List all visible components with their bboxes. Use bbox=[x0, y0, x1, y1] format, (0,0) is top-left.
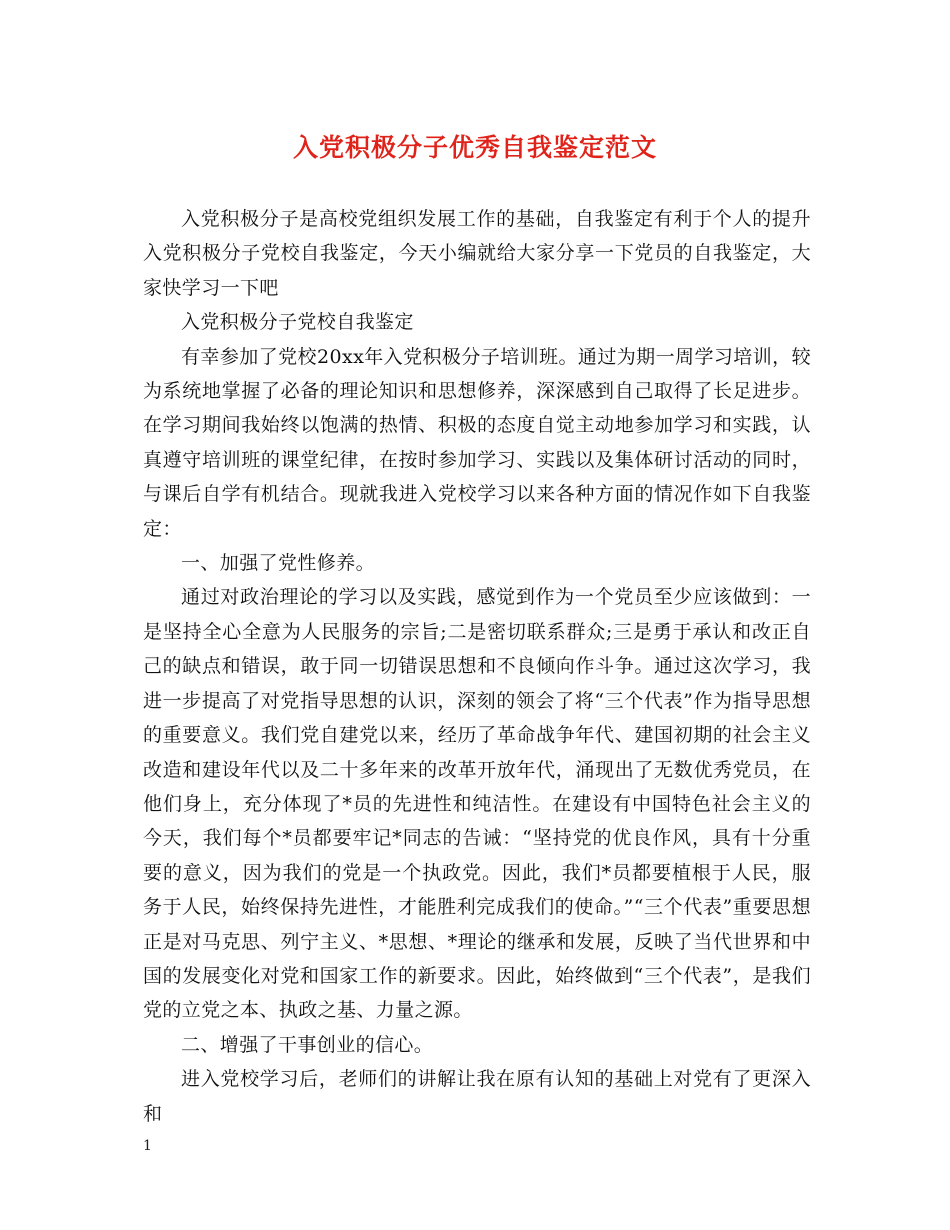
paragraph-intro: 入党积极分子是高校党组织发展工作的基础，自我鉴定有利于个人的提升入党积极分子党校自我鉴定，今天小编就给大家分享一下党员的自我鉴定，大家快学习一下吧 bbox=[143, 208, 811, 299]
section-heading-2: 二、增强了干事创业的信心。 bbox=[181, 1033, 434, 1056]
document-body bbox=[143, 202, 811, 1131]
paragraph-party-spirit: 通过对政治理论的学习以及实践，感觉到作为一个党员至少应该做到：一是坚持全心全意为人民服务的宗旨;二是密切联系群众;三是勇于承认和改正自己的缺点和错误，敢于同一切错误思想和不良倾向作斗争。通过这次学习，我进一步提高了对党指导思想的认识，深刻的领会了将“三个代表”作为指导思想的重要意义。我们党自建党以来，经历了革命战争年代、建国初期的社会主义改造和建设年代以及二十多年来的改革开放年代，涌现出了无数优秀党员，在他们身上，充分体现了*员的先进性和纯洁性。在建设有中国特色社会主义的今天，我们每个*员都要牢记*同志的告诫：“坚持党的优良作风，具有十分重要的意义，因为我们的党是一个执政党。因此，我们*员都要植根于人民，服务于人民，始终保持先进性，才能胜利完成我们的使命。”“三个代表”重要思想正是对马克思、列宁主义、*思想、*理论的继承和发展，反映了当代世界和中国的发展变化对党和国家工作的新要求。因此，始终做到“三个代表”，是我们党的立党之本、执政之基、力量之源。 bbox=[143, 586, 811, 1022]
page-number: 1 bbox=[143, 1138, 152, 1154]
paragraph-training: 有幸参加了党校20xx年入党积极分子培训班。通过为期一周学习培训，较为系统地掌握了必备的理论知识和思想修养，深深感到自己取得了长足进步。在学习期间我始终以饱满的热情、积极的态度自觉主动地参加学习和实践，认真遵守培训班的课堂纪律，在按时参加学习、实践以及集体研讨活动的同时，与课后自学有机结合。现就我进入党校学习以来各种方面的情况作如下自我鉴定： bbox=[143, 345, 811, 540]
paragraph-subheading: 入党积极分子党校自我鉴定 bbox=[181, 311, 414, 334]
paragraph-confidence: 进入党校学习后，老师们的讲解让我在原有认知的基础上对党有了更深入和 bbox=[143, 1068, 811, 1125]
document-title: 入党积极分子优秀自我鉴定范文 bbox=[292, 133, 657, 162]
section-heading-1: 一、加强了党性修养。 bbox=[181, 552, 376, 575]
